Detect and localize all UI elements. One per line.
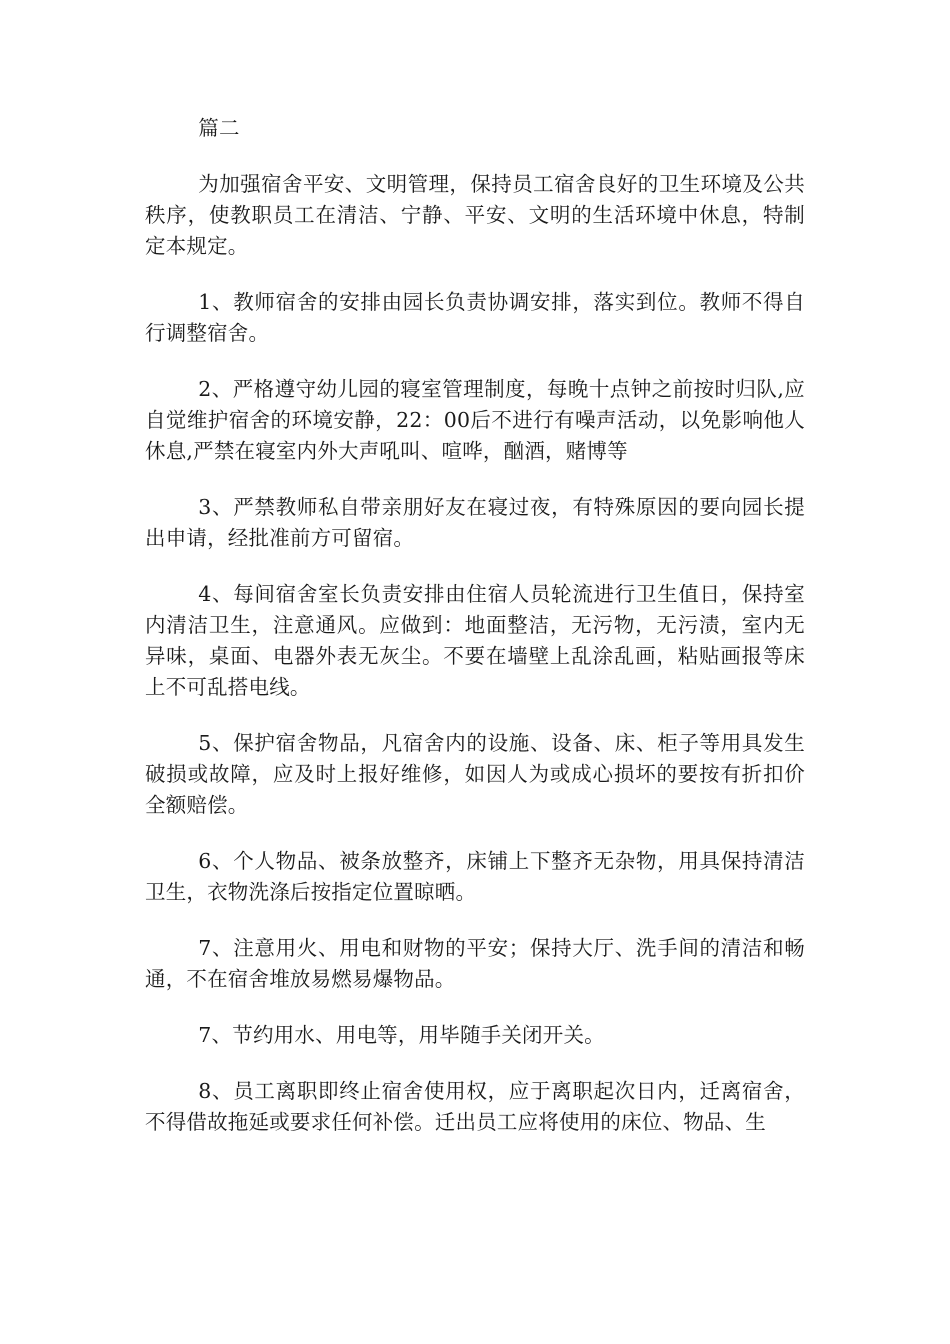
section-heading: 篇二: [198, 116, 240, 140]
rule-4-paragraph: 4、每间宿舍室长负责安排由住宿人员轮流进行卫生值日，保持室内清洁卫生，注意通风。应做到：地面整洁，无污物，无污渍，室内无异味，桌面、电器外表无灰尘。不要在墙壁上乱涂乱画，粘贴画报等床上不可乱搭电线。: [145, 582, 805, 699]
document-body: [145, 113, 805, 1163]
rule-8-paragraph: 8、员工离职即终止宿舍使用权，应于离职起次日内，迁离宿舍，不得借故拖延或要求任何补偿。迁出员工应将使用的床位、物品、生: [145, 1079, 805, 1134]
rule-7a-paragraph: 7、注意用火、用电和财物的平安；保持大厅、洗手间的清洁和畅通，不在宿舍堆放易燃易爆物品。: [145, 936, 805, 991]
rule-3-paragraph: 3、严禁教师私自带亲朋好友在寝过夜，有特殊原因的要向园长提出申请，经批准前方可留宿。: [145, 495, 805, 550]
rule-7b-paragraph: 7、节约用水、用电等，用毕随手关闭开关。: [198, 1023, 605, 1047]
intro-paragraph: 为加强宿舍平安、文明管理，保持员工宿舍良好的卫生环境及公共秩序，使教职员工在清洁、宁静、平安、文明的生活环境中休息，特制定本规定。: [145, 172, 805, 258]
rule-1-paragraph: 1、教师宿舍的安排由园长负责协调安排，落实到位。教师不得自行调整宿舍。: [145, 290, 805, 345]
rule-2-paragraph: 2、严格遵守幼儿园的寝室管理制度，每晚十点钟之前按时归队,应自觉维护宿舍的环境安静，22：00后不进行有噪声活动，以免影响他人休息,严禁在寝室内外大声吼叫、喧哗，酗酒，赌博等: [145, 377, 805, 463]
rule-5-paragraph: 5、保护宿舍物品，凡宿舍内的设施、设备、床、柜子等用具发生破损或故障，应及时上报好维修，如因人为或成心损坏的要按有折扣价全额赔偿。: [145, 731, 805, 817]
rule-6-paragraph: 6、个人物品、被条放整齐，床铺上下整齐无杂物，用具保持清洁卫生，衣物洗涤后按指定位置晾晒。: [145, 849, 805, 904]
